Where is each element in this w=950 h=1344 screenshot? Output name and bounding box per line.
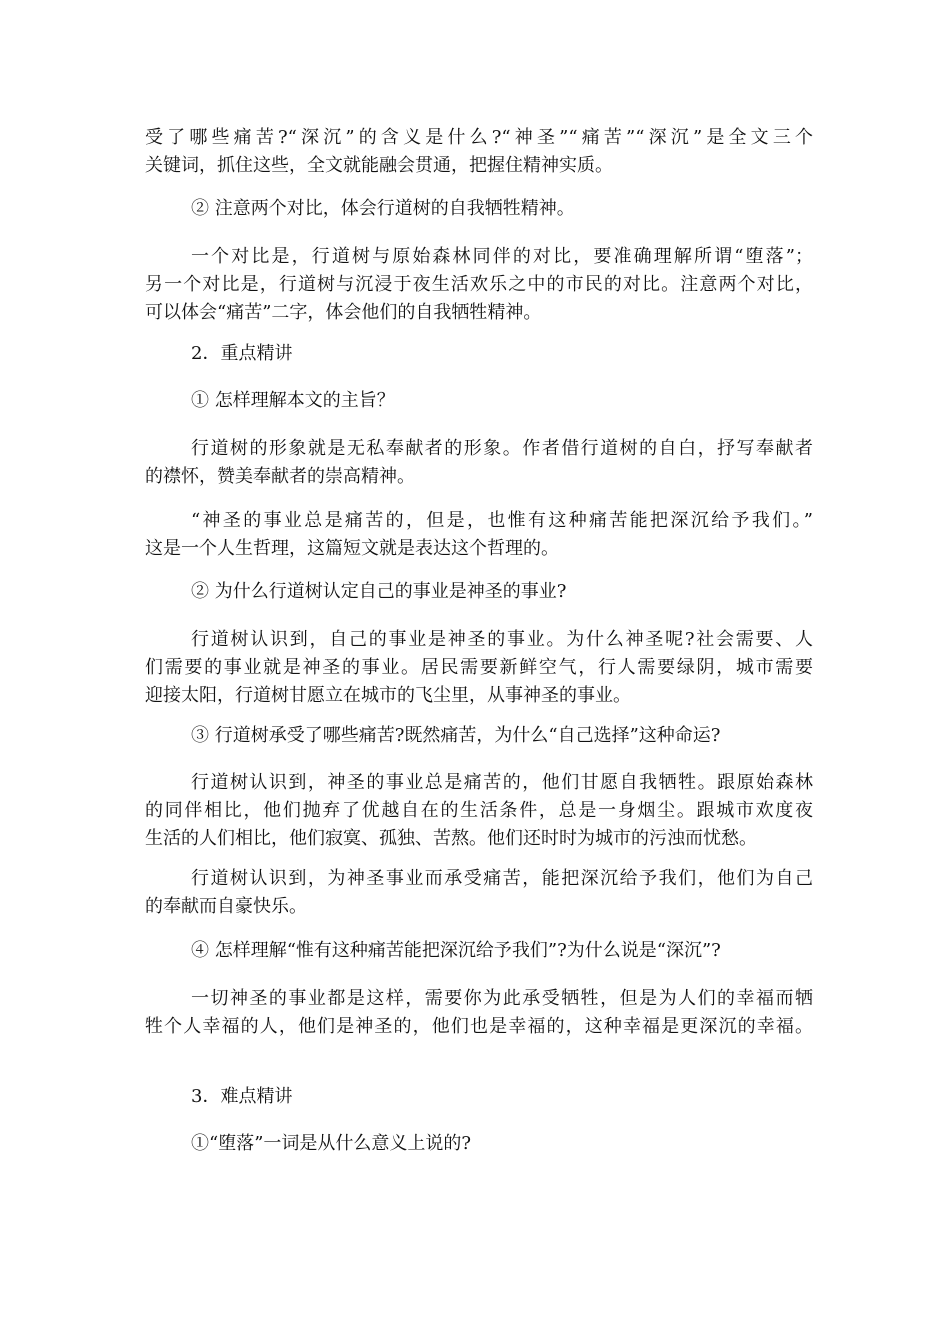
paragraph-quote [145, 507, 813, 563]
paragraph-main-idea [145, 435, 813, 491]
question-fall [145, 1130, 813, 1158]
text-line: 的奉献而自豪快乐。 [145, 896, 307, 917]
text-line: 可以体会“痛苦”二字，体会他们的自我牺牲精神。 [145, 302, 542, 323]
text-line: 关键词，抓住这些，全文就能融会贯通，把握住精神实质。 [145, 155, 613, 176]
paragraph-suffering [145, 769, 813, 853]
text-line: 行道树认识到，为神圣事业而承受痛苦，能把深沉给予我们，他们为自己 [191, 868, 813, 889]
question-sacred-cause [145, 578, 813, 606]
question-depth [145, 937, 813, 965]
paragraph-pride [145, 865, 813, 921]
section-heading-difficult-points [145, 1083, 813, 1111]
text-line: ① 怎样理解本文的主旨？ [191, 390, 395, 411]
text-line: ④ 怎样理解“惟有这种痛苦能把深沉给予我们”?为什么说是“深沉”? [191, 940, 721, 961]
section-heading-key-points [145, 340, 813, 368]
text-line: 牲个人幸福的人，他们是神圣的，他们也是幸福的，这种幸福是更深沉的幸福。 [145, 1016, 813, 1037]
text-line: 行道树认识到，神圣的事业总是痛苦的，他们甘愿自我牺牲。跟原始森林 [191, 772, 813, 793]
text-line: “神圣的事业总是痛苦的，但是，也惟有这种痛苦能把深沉给予我们。” [191, 510, 813, 531]
text-line: 2．重点精讲 [191, 343, 293, 364]
text-line: 另一个对比是，行道树与沉浸于夜生活欢乐之中的市民的对比。注意两个对比， [145, 274, 813, 295]
text-line: 行道树的形象就是无私奉献者的形象。作者借行道树的自白，抒写奉献者 [191, 438, 813, 459]
text-line: ③ 行道树承受了哪些痛苦?既然痛苦，为什么“自己选择”这种命运? [191, 725, 721, 746]
text-line: 一个对比是，行道树与原始森林同伴的对比，要准确理解所谓“堕落”； [191, 246, 813, 267]
paragraph-sacred-cause [145, 626, 813, 710]
text-line: 生活的人们相比，他们寂寞、孤独、苦熬。他们还时时为城市的污浊而忧愁。 [145, 828, 757, 849]
list-item-two-contrasts [145, 195, 813, 223]
text-line: 的同伴相比，他们抛弃了优越自在的生活条件，总是一身烟尘。跟城市欢度夜 [145, 800, 813, 821]
text-line: 一切神圣的事业都是这样，需要你为此承受牺牲，但是为人们的幸福而牺 [191, 988, 813, 1009]
text-line: 迎接太阳，行道树甘愿立在城市的飞尘里，从事神圣的事业。 [145, 685, 631, 706]
text-line: 这是一个人生哲理，这篇短文就是表达这个哲理的。 [145, 538, 559, 559]
text-line: 们需要的事业就是神圣的事业。居民需要新鲜空气，行人需要绿阴，城市需要 [145, 657, 813, 678]
question-main-idea [145, 387, 813, 415]
paragraph-keywords-continuation [145, 124, 813, 180]
text-line: 3．难点精讲 [191, 1086, 293, 1107]
question-suffering [145, 722, 813, 750]
text-line: 的襟怀，赞美奉献者的崇高精神。 [145, 466, 415, 487]
paragraph-depth [145, 985, 813, 1041]
text-line: ② 注意两个对比，体会行道树的自我牺牲精神。 [191, 198, 575, 219]
text-line: ①“堕落”一词是从什么意义上说的? [191, 1133, 472, 1154]
paragraph-contrasts [145, 243, 813, 327]
text-line: 行道树认识到，自己的事业是神圣的事业。为什么神圣呢?社会需要、人 [191, 629, 813, 650]
text-line: 受了哪些痛苦?“深沉”的含义是什么?“神圣”“痛苦”“深沉”是全文三个 [145, 127, 813, 148]
text-line: ② 为什么行道树认定自己的事业是神圣的事业? [191, 581, 567, 602]
